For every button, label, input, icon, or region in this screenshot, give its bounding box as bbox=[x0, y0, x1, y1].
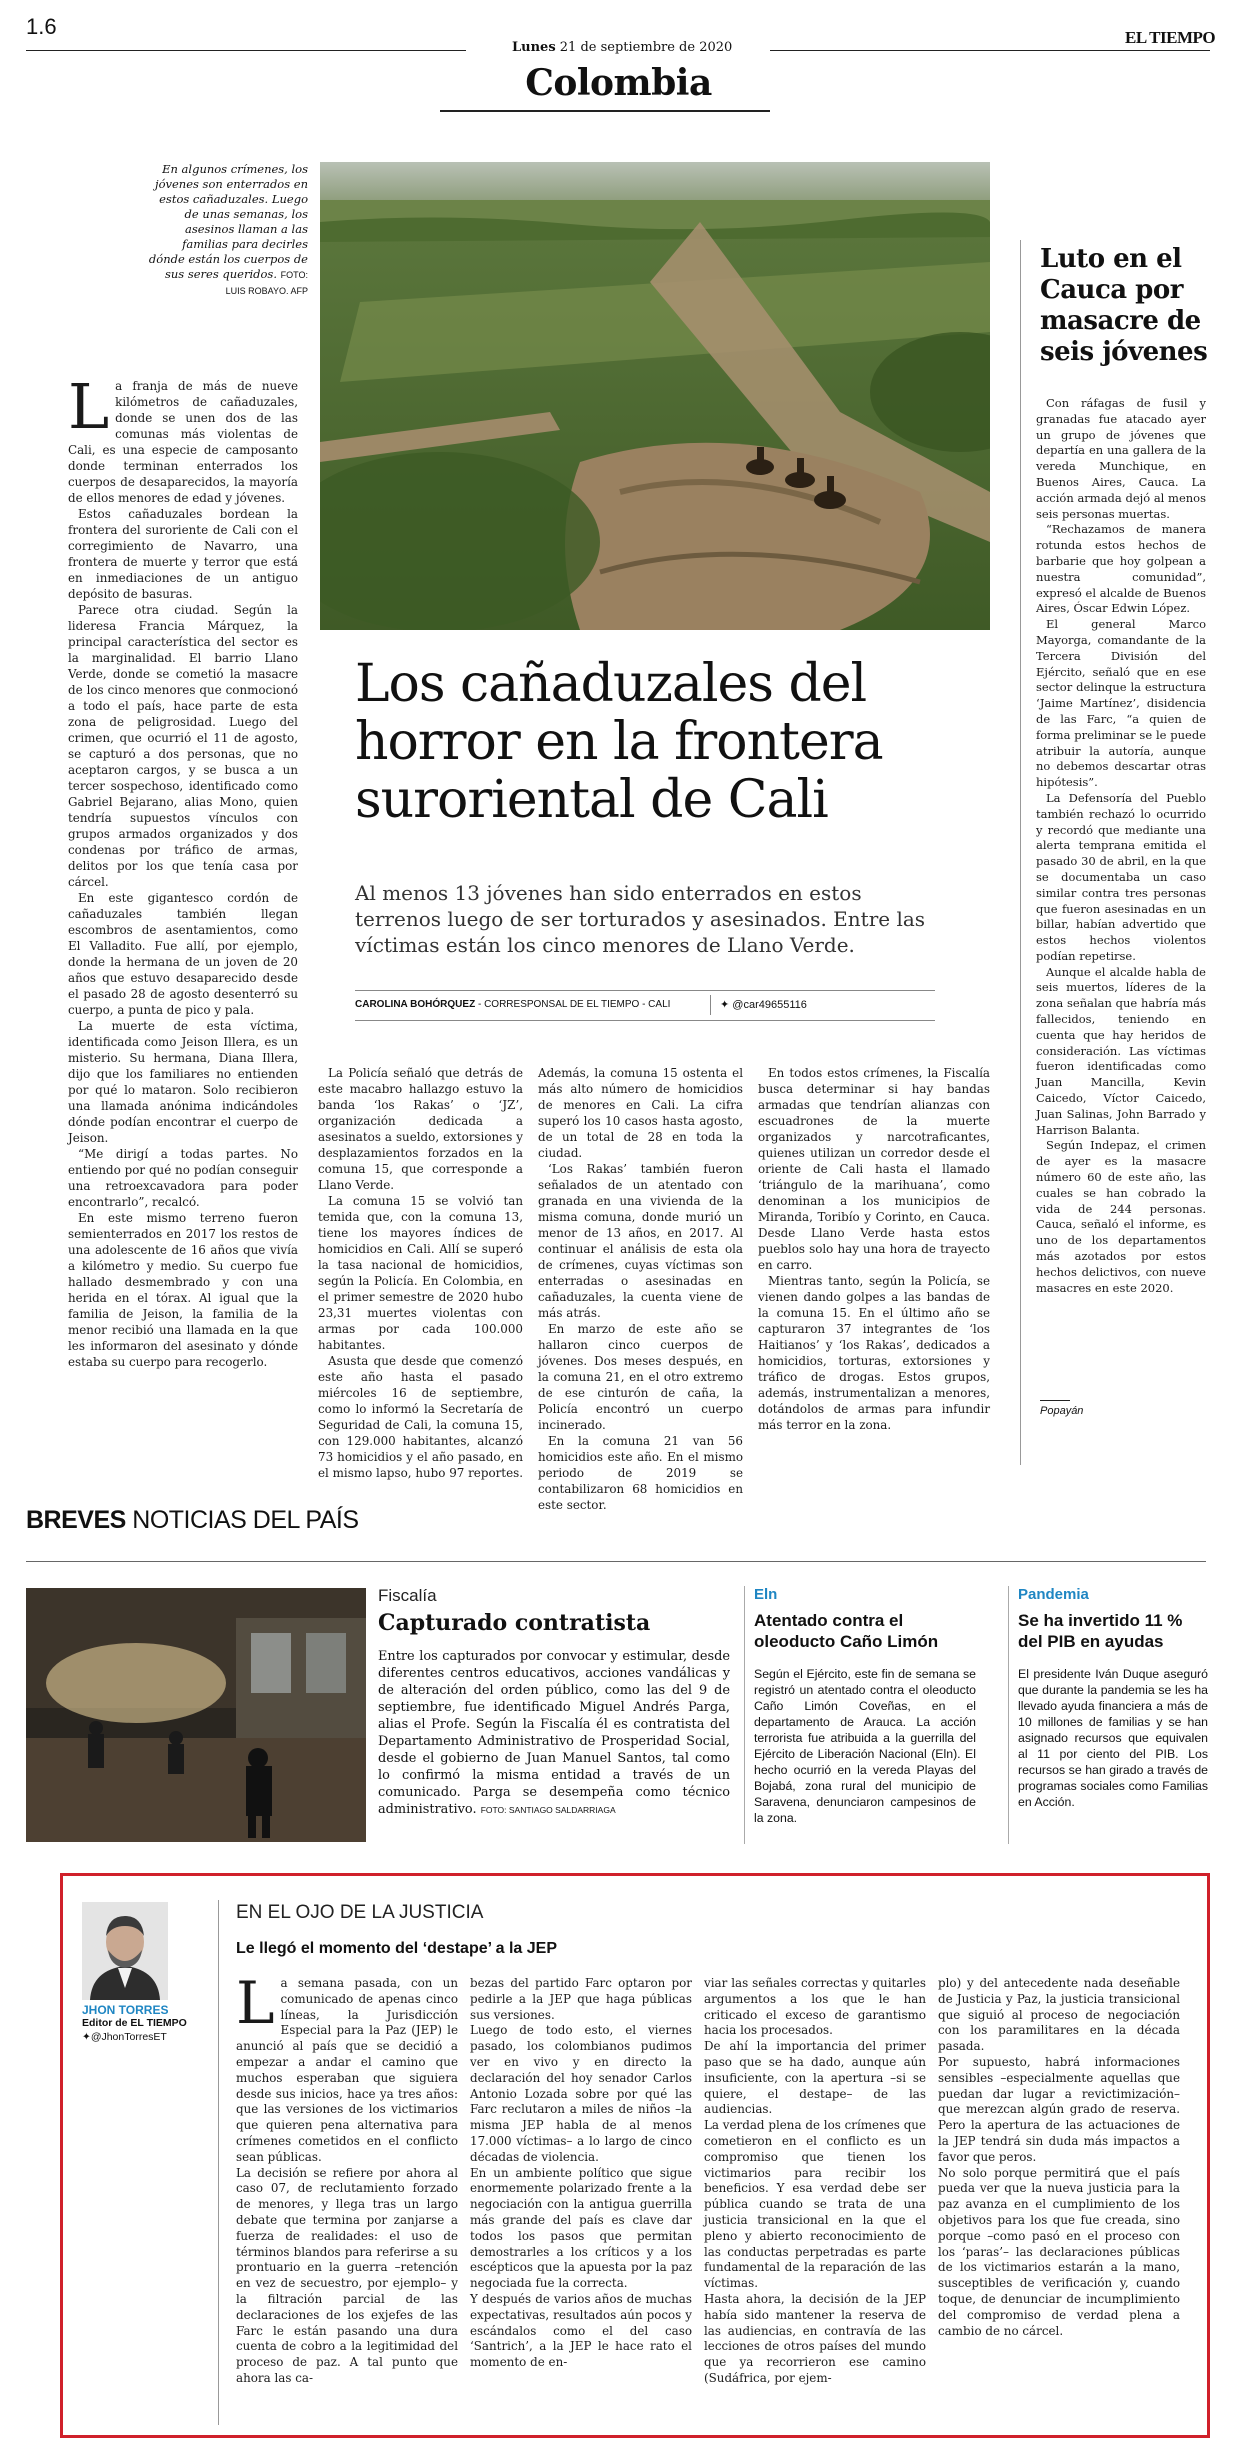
main-deck: Al menos 13 jóvenes han sido enterrados en estos terrenos luego de ser torturados y asesinados. Entre las víctimas están los cinco menores de Llano Verde. bbox=[355, 881, 926, 957]
sidebar-body bbox=[1036, 396, 1206, 1296]
main-column-1 bbox=[68, 370, 298, 1370]
paragraph: En todos estos crímenes, la Fiscalía busca determinar si hay bandas armadas que tendrían alianzas con escuadrones de la muerte organizados y narcotraficantes, quienes utilizan un corredor desde el oriente de Cali hasta el llamado ‘triángulo de la marihuana’, como denominan a los municipios de Miranda, Toribío y Corinto, en Cauca. Desde Llano Verde hasta estos pueblos solo hay una hora de trayecto en carro. bbox=[758, 1066, 990, 1272]
breves-rule bbox=[26, 1561, 1206, 1562]
breves-label-bold: BREVES bbox=[26, 1506, 126, 1534]
main-column-2 bbox=[318, 1065, 523, 1481]
breve1-kicker: Fiscalía bbox=[378, 1586, 437, 1605]
paragraph: En marzo de este año se hallaron cinco cuerpos de jóvenes. Dos meses después, en la comuna 21, en el otro extremo de ese cinturón de caña, la Policía encontró un cuerpo incinerado. bbox=[538, 1322, 743, 1432]
breve1-text: Entre los capturados por convocar y estimular, desde diferentes centros educativos, acciones vandálicas y de alteración del orden público, como las del 9 de septiembre, fue identificado Miguel Andrés Parga, alias el Profe. Según la Fiscalía él es contratista del Departamento Administrativo de Prosperidad Social, desde el gobierno de Juan Manuel Santos, tal como lo confirmó la misma entidad a través de un comunicado. Parga se desempeña como técnico administrativo. bbox=[378, 1649, 730, 1817]
section-title: Colombia bbox=[525, 62, 712, 104]
page-number: 1.6 bbox=[26, 14, 57, 39]
breve2-body: Según el Ejército, este fin de semana se registró un atentado contra el oleoducto Caño Limón Coveñas, en el departamento de Arauca. La acción terrorista fue atribuida a la guerrilla del Ejército de Liberación Nacional (Eln). El hecho ocurrió en la vereda Playas del Bojabá, zona rural del municipio de Saravena, denunciaron campesinos de la zona. bbox=[754, 1667, 976, 1825]
paragraph: En la comuna 21 van 56 homicidios este año. En el mismo periodo de 2019 se contabilizaron 68 homicidios en este sector. bbox=[538, 1434, 743, 1512]
section-rule bbox=[440, 110, 770, 112]
main-headline: Los cañaduzales del horror en la frontera suroriental de Cali bbox=[355, 654, 883, 830]
main-photo bbox=[320, 162, 990, 630]
paragraph: Según Indepaz, el crimen de ayer es la masacre número 60 de este año, las cuales se han cobrado la vida de 244 personas. Cauca, señaló el informe, es uno de los departamentos más azotados por estos hechos delictivos, con nueve masacres en este 2020. bbox=[1036, 1138, 1206, 1295]
paragraph: La Policía señaló que detrás de este macabro hallazgo estuvo la banda ‘los Rakas’ o ‘JZ’, organización dedicada a asesinatos a sueldo, extorsiones y desplazamientos forzados en la comuna 15, que corresponde a Llano Verde. bbox=[318, 1066, 523, 1192]
breve3-kicker: Pandemia bbox=[1018, 1586, 1089, 1603]
opinion-drop-cap: L bbox=[236, 1969, 275, 2037]
breves-photo bbox=[26, 1588, 366, 1842]
caption-credit: FOTO: LUIS ROBAYO. AFP bbox=[225, 270, 308, 296]
author-role: Editor de EL TIEMPO bbox=[82, 2017, 187, 2029]
header-rule-right bbox=[770, 50, 1210, 51]
opinion-column-name: EN EL OJO DE LA JUSTICIA bbox=[236, 1902, 484, 1923]
byline-handle: @car49655116 bbox=[732, 999, 807, 1011]
paragraph: Asusta que desde que comenzó este año hasta el pasado miércoles 16 de septiembre, como lo informó la Secretaría de Seguridad de Cali, la comuna 15, con 129.000 habitantes, alcanzó 73 homicidios y el año pasado, en el mismo lapso, hubo 97 reportes. bbox=[318, 1354, 523, 1480]
opinion-lead: a semana pasada, con un comunicado de apenas cinco líneas, la Jurisdicción Especial para la Paz (JEP) le anunció al país que se decidió a empezar a andar el camino que muchos esperaban que siguiera desde sus inicios, hace ya tres años: que las versiones de los victimarios que quieren pena alternativa para crímenes cometidos en el conflicto sean públicas. bbox=[236, 1976, 458, 2164]
paragraph: Con ráfagas de fusil y granadas fue atacado ayer un grupo de jóvenes que departía en una gallera de la vereda Munchique, en Buenos Aires, Cauca. La acción armada dejó al menos seis personas muertas. bbox=[1036, 396, 1206, 521]
breve1-body bbox=[378, 1648, 730, 1819]
paragraph: Luego de todo esto, el viernes pasado, los colombianos pudimos ver en vivo y en directo la declaración del hoy senador Carlos Antonio Lozada sobre por qué las Farc reclutaron a miles de niños –la misma JEP habla de al menos 17.000 víctimas– a lo largo de cinco décadas de violencia. bbox=[470, 2023, 692, 2164]
sidebar-title: Luto en el Cauca por masacre de seis jóvenes bbox=[1040, 244, 1208, 367]
paragraph: De ahí la importancia del primer paso que se ha dado, aunque aún insuficiente, con la apertura –si se quiere, el destape– de las audiencias. bbox=[704, 2039, 926, 2117]
author-avatar bbox=[82, 1902, 168, 2000]
paragraph: Hasta ahora, la decisión de la JEP había sido mantener la reserva de las audiencias, en contravía de las lecciones de otros países del mundo que ya recorrieron ese camino (Sudáfrica, por ejem- bbox=[704, 2291, 926, 2385]
breves-header bbox=[26, 1506, 359, 1535]
byline-author: CAROLINA BOHÓRQUEZ bbox=[355, 999, 476, 1010]
opinion-column-3 bbox=[704, 1976, 926, 2387]
twitter-icon: ✦ bbox=[82, 2031, 91, 2043]
breves-divider-2 bbox=[1008, 1586, 1009, 1844]
author-name: JHON TORRES bbox=[82, 2003, 169, 2017]
paragraph: En este mismo terreno fueron semienterrados en 2017 los restos de una adolescente de 16 años que vivía a kilómetro y medio. Su cuerpo fue hallado desmembrado y con una herida en el tórax. Al igual que la familia de Jeison, la familia de la menor recibió una llamada en la que les informaron del asesinato y dónde estaba su cuerpo para recogerlo. bbox=[68, 1211, 298, 1369]
paragraph: plo) y del antecedente nada deseñable de Justicia y Paz, la justicia transicional que siguió al proceso de negociación con los paramilitares en la década pasada. bbox=[938, 1976, 1180, 2054]
opinion-column-2 bbox=[470, 1976, 692, 2371]
paragraph: Además, la comuna 15 ostenta el más alto número de homicidios de menores en Cali. La cifra superó los 10 casos hasta agosto, de un total de 28 en toda la ciudad. bbox=[538, 1066, 743, 1160]
date-rest: 21 de septiembre de 2020 bbox=[559, 40, 733, 55]
opinion-column-1 bbox=[236, 1969, 458, 2387]
paragraph: “Me dirigí a todas partes. No entiendo por qué no podían conseguir una retroexcavadora para poder encontrarlo”, recalcó. bbox=[68, 1147, 298, 1209]
byline bbox=[355, 999, 670, 1010]
paragraph: Parece otra ciudad. Según la lideresa Francia Márquez, la principal característica del sector es la marginalidad. El barrio Llano Verde, donde se cometió la masacre de los cinco menores que conmocionó a todo el país, hace parte de esta zona de peligrosidad. Luego del crimen, que ocurrió el 11 de agosto, se capturó a dos personas, que no aceptaron cargos, y se busca a un tercer sospechoso, identificado como Gabriel Bejarano, alias Mono, quien tendría supuestos vínculos con grupos armados organizados y dos condenas por tráfico de armas, delitos por los que tenía casa por cárcel. bbox=[68, 603, 298, 889]
col1-lead: a franja de más de nueve kilómetros de cañaduzales, donde se unen dos de las comunas más violentas de Cali, es una especie de camposanto donde terminan enterrados los cuerpos de desaparecidos, la mayoría de ellos menores de edad y jóvenes. bbox=[68, 379, 298, 505]
paragraph: En este gigantesco cordón de cañaduzales también llegan escombros de asentamientos, como El Valladito. Fue allí, por ejemplo, donde la hermana de un joven de 20 años que estuvo desaparecido desde el pasado 28 de agosto desenterró su cuerpo, a punta de pico y pala. bbox=[68, 891, 298, 1017]
paragraph: La muerte de esta víctima, identificada como Jeison Illera, es un misterio. Su hermana, Diana Illera, dijo que los familiares no entienden por qué lo mataron. Solo recibieron una llamada anónima indicándoles dónde podían encontrar el cuerpo de Jeison. bbox=[68, 1019, 298, 1145]
sidebar-place-rule bbox=[1040, 1400, 1070, 1401]
photo-caption bbox=[148, 162, 308, 299]
caption-text: En algunos crímenes, los jóvenes son enterrados en estos cañaduzales. Luego de unas semanas, los asesinos llaman a las familias para decirles dónde están los cuerpos de sus seres queridos. bbox=[148, 162, 308, 281]
breve1-title: Capturado contratista bbox=[378, 1610, 651, 1636]
opinion-divider bbox=[218, 1900, 219, 2425]
byline-rule-bottom bbox=[355, 1020, 935, 1021]
main-column-3 bbox=[538, 1065, 743, 1513]
paragraph: La verdad plena de los crímenes que cometieron en el conflicto es un compromiso que tienen los victimarios para recibir los beneficios. Y esa verdad debe ser pública cuando se trata de una justicia transicional en la que el pleno y abierto reconocimiento de las conductas perpetradas es parte fundamental de la reparación de las víctimas. bbox=[704, 2118, 926, 2291]
twitter-icon: ✦ bbox=[720, 999, 730, 1011]
byline-rule-top bbox=[355, 990, 935, 991]
header-date bbox=[512, 40, 732, 55]
paragraph: viar las señales correctas y quitarles argumentos a los que le han criticado el exceso de garantismo hacia los procesados. bbox=[704, 1976, 926, 2038]
paragraph: Mientras tanto, según la Policía, se vienen dando golpes a las bandas de la comuna 15. En el último año se capturaron 37 integrantes de ‘los Haitianos’ y ‘los Rakas’, dedicados a homicidios, torturas, extorsiones y tráfico de drogas. Estos grupos, además, instrumentalizan a menores, dotándolos de armas para infundir más terror en la zona. bbox=[758, 1274, 990, 1432]
paragraph: Aunque el alcalde habla de seis muertos, líderes de la zona señalan que habría más fallecidos, teniendo en cuenta que hay heridos de consideración. Las víctimas fueron identificadas como Juan Mancilla, Kevin Caicedo, Víctor Caicedo, Juan Salinas, John Barrado y Harrison Balanta. bbox=[1036, 964, 1206, 1137]
breves-label-rest: NOTICIAS DEL PAÍS bbox=[132, 1506, 359, 1534]
paragraph: Estos cañaduzales bordean la frontera del suroriente de Cali con el corregimiento de Navarro, una frontera de muerte y terror que está en inmediaciones de un antiguo depósito de basuras. bbox=[68, 507, 298, 601]
paragraph: La Defensoría del Pueblo también rechazó lo ocurrido y recordó que mediante una alerta temprana emitida el pasado 30 de abril, en la que se documentaba un caso similar contra tres personas que fueron asesinadas en un billar, habían advertido que estos hechos violentos podían repetirse. bbox=[1036, 790, 1206, 963]
paragraph: Y después de varios años de muchas expectativas, resultados aún pocos y escándalos como el del caso ‘Santrich’, a la JEP le hace rato el momento de en- bbox=[470, 2291, 692, 2370]
sidebar-place: Popayán bbox=[1040, 1405, 1084, 1417]
date-day: Lunes bbox=[512, 40, 556, 55]
paragraph: El general Marco Mayorga, comandante de la Tercera División del Ejército, señaló que en ese sector delinque la estructura ‘Jaime Martínez’, disidencia de las Farc, “a quien de forma preliminar se le puede atribuir la autoría, aunque no debemos descartar otras hipótesis”. bbox=[1036, 617, 1206, 790]
author-handle: @JhonTorresET bbox=[90, 2031, 167, 2043]
opinion-title: Le llegó el momento del ‘destape’ a la JEP bbox=[236, 1940, 557, 1957]
paragraph: En un ambiente político que sigue enormemente polarizado frente a la negociación con la antigua guerrilla más grande del país es clave dar todos los pasos que permitan demostrarles a los críticos y a los escépticos que la apuesta por la paz negociada fue la correcta. bbox=[470, 2165, 692, 2291]
paragraph: Por supuesto, habrá informaciones sensibles –especialmente aquellas que puedan dar lugar a revictimización– que merezcan algún grado de reserva. Pero la apertura de las actuaciones de la JEP tendrá sin duda más impactos a favor que peros. bbox=[938, 2054, 1180, 2164]
brand-logo: EL TIEMPO bbox=[1125, 28, 1216, 47]
paragraph: No solo porque permitirá que el país pueda ver que la nueva justicia para la paz avanza en el cumplimiento de los objetivos para los que fue creada, sino porque –como pasó en el proceso con los ‘paras’– las declaraciones públicas de los victimarios estarán a la mano, susceptibles de verificación y, cuando toque, de denunciar de incumplimiento del compromiso de verdad plena a cambio de no cárcel. bbox=[938, 2165, 1180, 2338]
author-twitter[interactable] bbox=[82, 2031, 167, 2043]
byline-role: - CORRESPONSAL DE EL TIEMPO - CALI bbox=[475, 999, 671, 1010]
paragraph: La decisión se refiere por ahora al caso 07, de reclutamiento forzado de menores, y llega tras un largo debate que termina por zanjarse a fuerza de realidades: el uso de términos blandos para referirse a su prontuario en la guerra –retención en vez de secuestro, por ejemplo– y la filtración parcial de las declaraciones de los exjefes de las Farc le están pasando una dura cuenta de cobro a la legitimidad del proceso de paz. A tal punto que ahora las ca- bbox=[236, 2165, 458, 2385]
breve2-title: Atentado contra el oleoducto Caño Limón bbox=[754, 1611, 939, 1651]
breve2-kicker: Eln bbox=[754, 1586, 778, 1603]
sidebar-divider bbox=[1020, 240, 1021, 1465]
paragraph: La comuna 15 se volvió tan temida que, con la comuna 13, tiene los mayores índices de homicidios en Cali. Allí se superó la tasa nacional de homicidios, según la Policía. En Colombia, en el primer semestre de 2020 hubo 23,31 muertes violentas con armas por cada 100.000 habitantes. bbox=[318, 1194, 523, 1352]
breve3-body: El presidente Iván Duque aseguró que durante la pandemia se les ha llevado ayuda financiera a más de 10 millones de familias y se han asignado recursos que equivalen al 11 por ciento del PIB. Los recursos se han girado a través de programas sociales como Familias en Acción. bbox=[1018, 1667, 1208, 1809]
breves-divider-1 bbox=[744, 1586, 745, 1844]
byline-divider bbox=[710, 995, 711, 1015]
paragraph: “Rechazamos de manera rotunda estos hechos de barbarie que hoy golpean a nuestra comunidad”, expresó el alcalde de Buenos Aires, Óscar Edwin López. bbox=[1036, 522, 1206, 616]
breve3-title: Se ha invertido 11 % del PIB en ayudas bbox=[1018, 1611, 1183, 1651]
paragraph: bezas del partido Farc optaron por pedirle a la JEP que haga públicas sus versiones. bbox=[470, 1976, 692, 2022]
main-column-4 bbox=[758, 1065, 990, 1433]
drop-cap: L bbox=[68, 370, 110, 443]
opinion-column-4 bbox=[938, 1976, 1180, 2339]
breve1-credit: FOTO: SANTIAGO SALDARRIAGA bbox=[480, 1805, 616, 1815]
header-rule-left bbox=[26, 50, 466, 51]
byline-twitter[interactable] bbox=[720, 998, 807, 1011]
paragraph: ‘Los Rakas’ también fueron señalados de un atentado con granada en una vivienda de la misma comuna, donde murió un menor de 13 años, en 2017. Al continuar el análisis de esta ola de crímenes, cuyas víctimas son enterradas o asesinadas en cañaduzales, la cuenta viene de más atrás. bbox=[538, 1162, 743, 1320]
